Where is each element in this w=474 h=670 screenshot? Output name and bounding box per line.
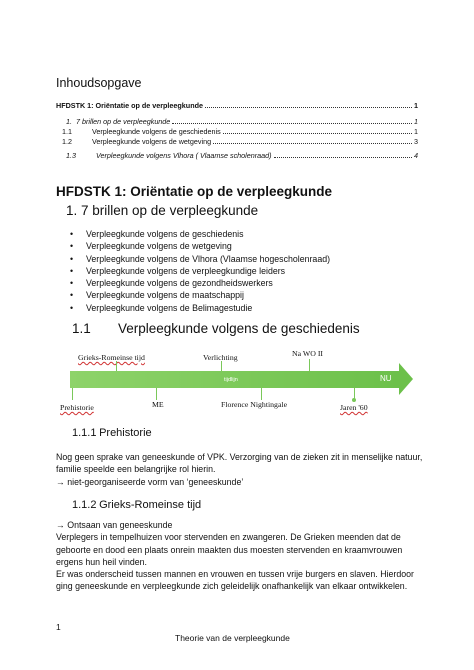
timeline-end-label: NU — [380, 374, 392, 383]
timeline-tick — [72, 388, 73, 400]
timeline-diagram — [56, 343, 416, 421]
subsection-title: Grieks-Romeinse tijd — [99, 499, 202, 511]
toc-entry-text: HFDSTK 1: Oriëntatie op de verpleegkunde — [56, 101, 203, 110]
toc-entry-page: 1 — [414, 127, 418, 136]
text-line: Verplegers in tempelhuizen voor stervenden en zwangeren. De Grieken meenden dat de — [56, 532, 401, 543]
list-item: • Verpleegkunde volgens de gezondheidswerkers — [70, 277, 330, 289]
toc-leader — [274, 157, 412, 158]
toc-entry-text: Verpleegkunde volgens de geschiedenis — [92, 127, 221, 136]
timeline-label-bottom: ME — [152, 400, 164, 409]
toc-entry-text: 7 brillen op de verpleegkunde — [76, 117, 171, 126]
toc-entry-page: 4 — [414, 151, 418, 160]
bullet-list — [70, 228, 330, 314]
list-item: • Verpleegkunde volgens de Vlhora (Vlaamse hogescholenraad) — [70, 253, 330, 265]
paragraph — [56, 451, 422, 488]
subsection-heading — [72, 499, 201, 511]
toc-entry[interactable] — [56, 137, 418, 146]
subsection-heading — [72, 427, 152, 439]
toc-entry[interactable] — [56, 101, 418, 110]
toc-entry-num: 1.1 — [62, 127, 72, 136]
timeline-label-top: Grieks-Romeinse tijd — [78, 353, 145, 362]
toc-entry-num: 1.2 — [62, 137, 72, 146]
toc-entry-page: 3 — [414, 137, 418, 146]
text-line: → Ontsaan van geneeskunde — [56, 520, 173, 530]
toc-entry[interactable] — [56, 127, 418, 136]
chapter-subtitle: 1. 7 brillen op de verpleegkunde — [66, 203, 259, 218]
timeline-tick — [309, 359, 310, 371]
toc-entry-text: Verpleegkunde volgens Vlhora ( Vlaamse scholenraad) — [96, 151, 272, 160]
list-item: • Verpleegkunde volgens de verpleegkundige leiders — [70, 265, 330, 277]
list-item: • Verpleegkunde volgens de Belimagestudie — [70, 302, 330, 314]
footer-title: Theorie van de verpleegkunde — [175, 633, 290, 643]
toc-entry-num: 1.3 — [66, 151, 76, 160]
toc-entry-num: 1. — [66, 117, 72, 126]
toc-entry-page: 1 — [414, 101, 418, 110]
toc-entry[interactable] — [56, 117, 418, 126]
toc-leader — [223, 133, 412, 134]
page-number: 1 — [56, 622, 61, 632]
list-item: • Verpleegkunde volgens de geschiedenis — [70, 228, 330, 240]
section-number: 1.1 — [72, 321, 91, 336]
timeline-label-bottom: Prehistorie — [60, 403, 94, 412]
toc-leader — [205, 107, 412, 108]
toc-title: Inhoudsopgave — [56, 76, 142, 90]
toc-leader — [213, 143, 412, 144]
section-heading — [72, 321, 360, 336]
list-item: • Verpleegkunde volgens de maatschappij — [70, 289, 330, 301]
chapter-title: HFDSTK 1: Oriëntatie op de verpleegkunde — [56, 184, 333, 199]
timeline-tick — [156, 388, 157, 400]
section-title: Verpleegkunde volgens de geschiedenis — [118, 321, 360, 336]
paragraph — [56, 519, 414, 593]
timeline-dot — [352, 398, 356, 402]
subsection-number: 1.1.1 — [72, 427, 97, 439]
toc-entry-page: 1 — [414, 117, 418, 126]
text-line: Er was onderscheid tussen mannen en vrouwen en tussen vrije burgers en slaven. Hierdoor — [56, 569, 414, 580]
subsection-number: 1.1.2 — [72, 499, 97, 511]
timeline-arrow-head — [399, 363, 413, 395]
text-line: → niet-georganiseerde vorm van ‘geneeskunde’ — [56, 476, 244, 487]
text-line: geboorte en dood een plaats onrein maakten dus moesten stervenden en kraamvrouwen — [56, 544, 403, 555]
timeline-label-bottom: Florence Nightingale — [221, 400, 288, 409]
text-line: ergens hun heil vinden. — [56, 556, 147, 567]
toc-entry-text: Verpleegkunde volgens de wetgeving — [92, 137, 212, 146]
toc-entry[interactable] — [56, 151, 418, 160]
timeline-label-bottom: Jaren '60 — [340, 403, 368, 412]
text-line: familie speelde een belangrijke rol hierin. — [56, 464, 216, 475]
text-line: ging geneeskunde en verpleegkunde zich geleidelijk onafhankelijk van elkaar ontwikkelen. — [56, 581, 408, 592]
list-item: • Verpleegkunde volgens de wetgeving — [70, 240, 330, 252]
timeline-label-top: Verlichting — [203, 353, 238, 362]
timeline-label-top: Na WO II — [292, 349, 324, 358]
timeline-bar-label: tijdlijn — [224, 377, 238, 383]
timeline-tick — [261, 388, 262, 400]
text-line: Nog geen sprake van geneeskunde of VPK. Verzorging van de zieken zit in menselijke natuur, — [56, 452, 423, 462]
subsection-title: Prehistorie — [99, 427, 152, 439]
toc-leader — [172, 123, 412, 124]
